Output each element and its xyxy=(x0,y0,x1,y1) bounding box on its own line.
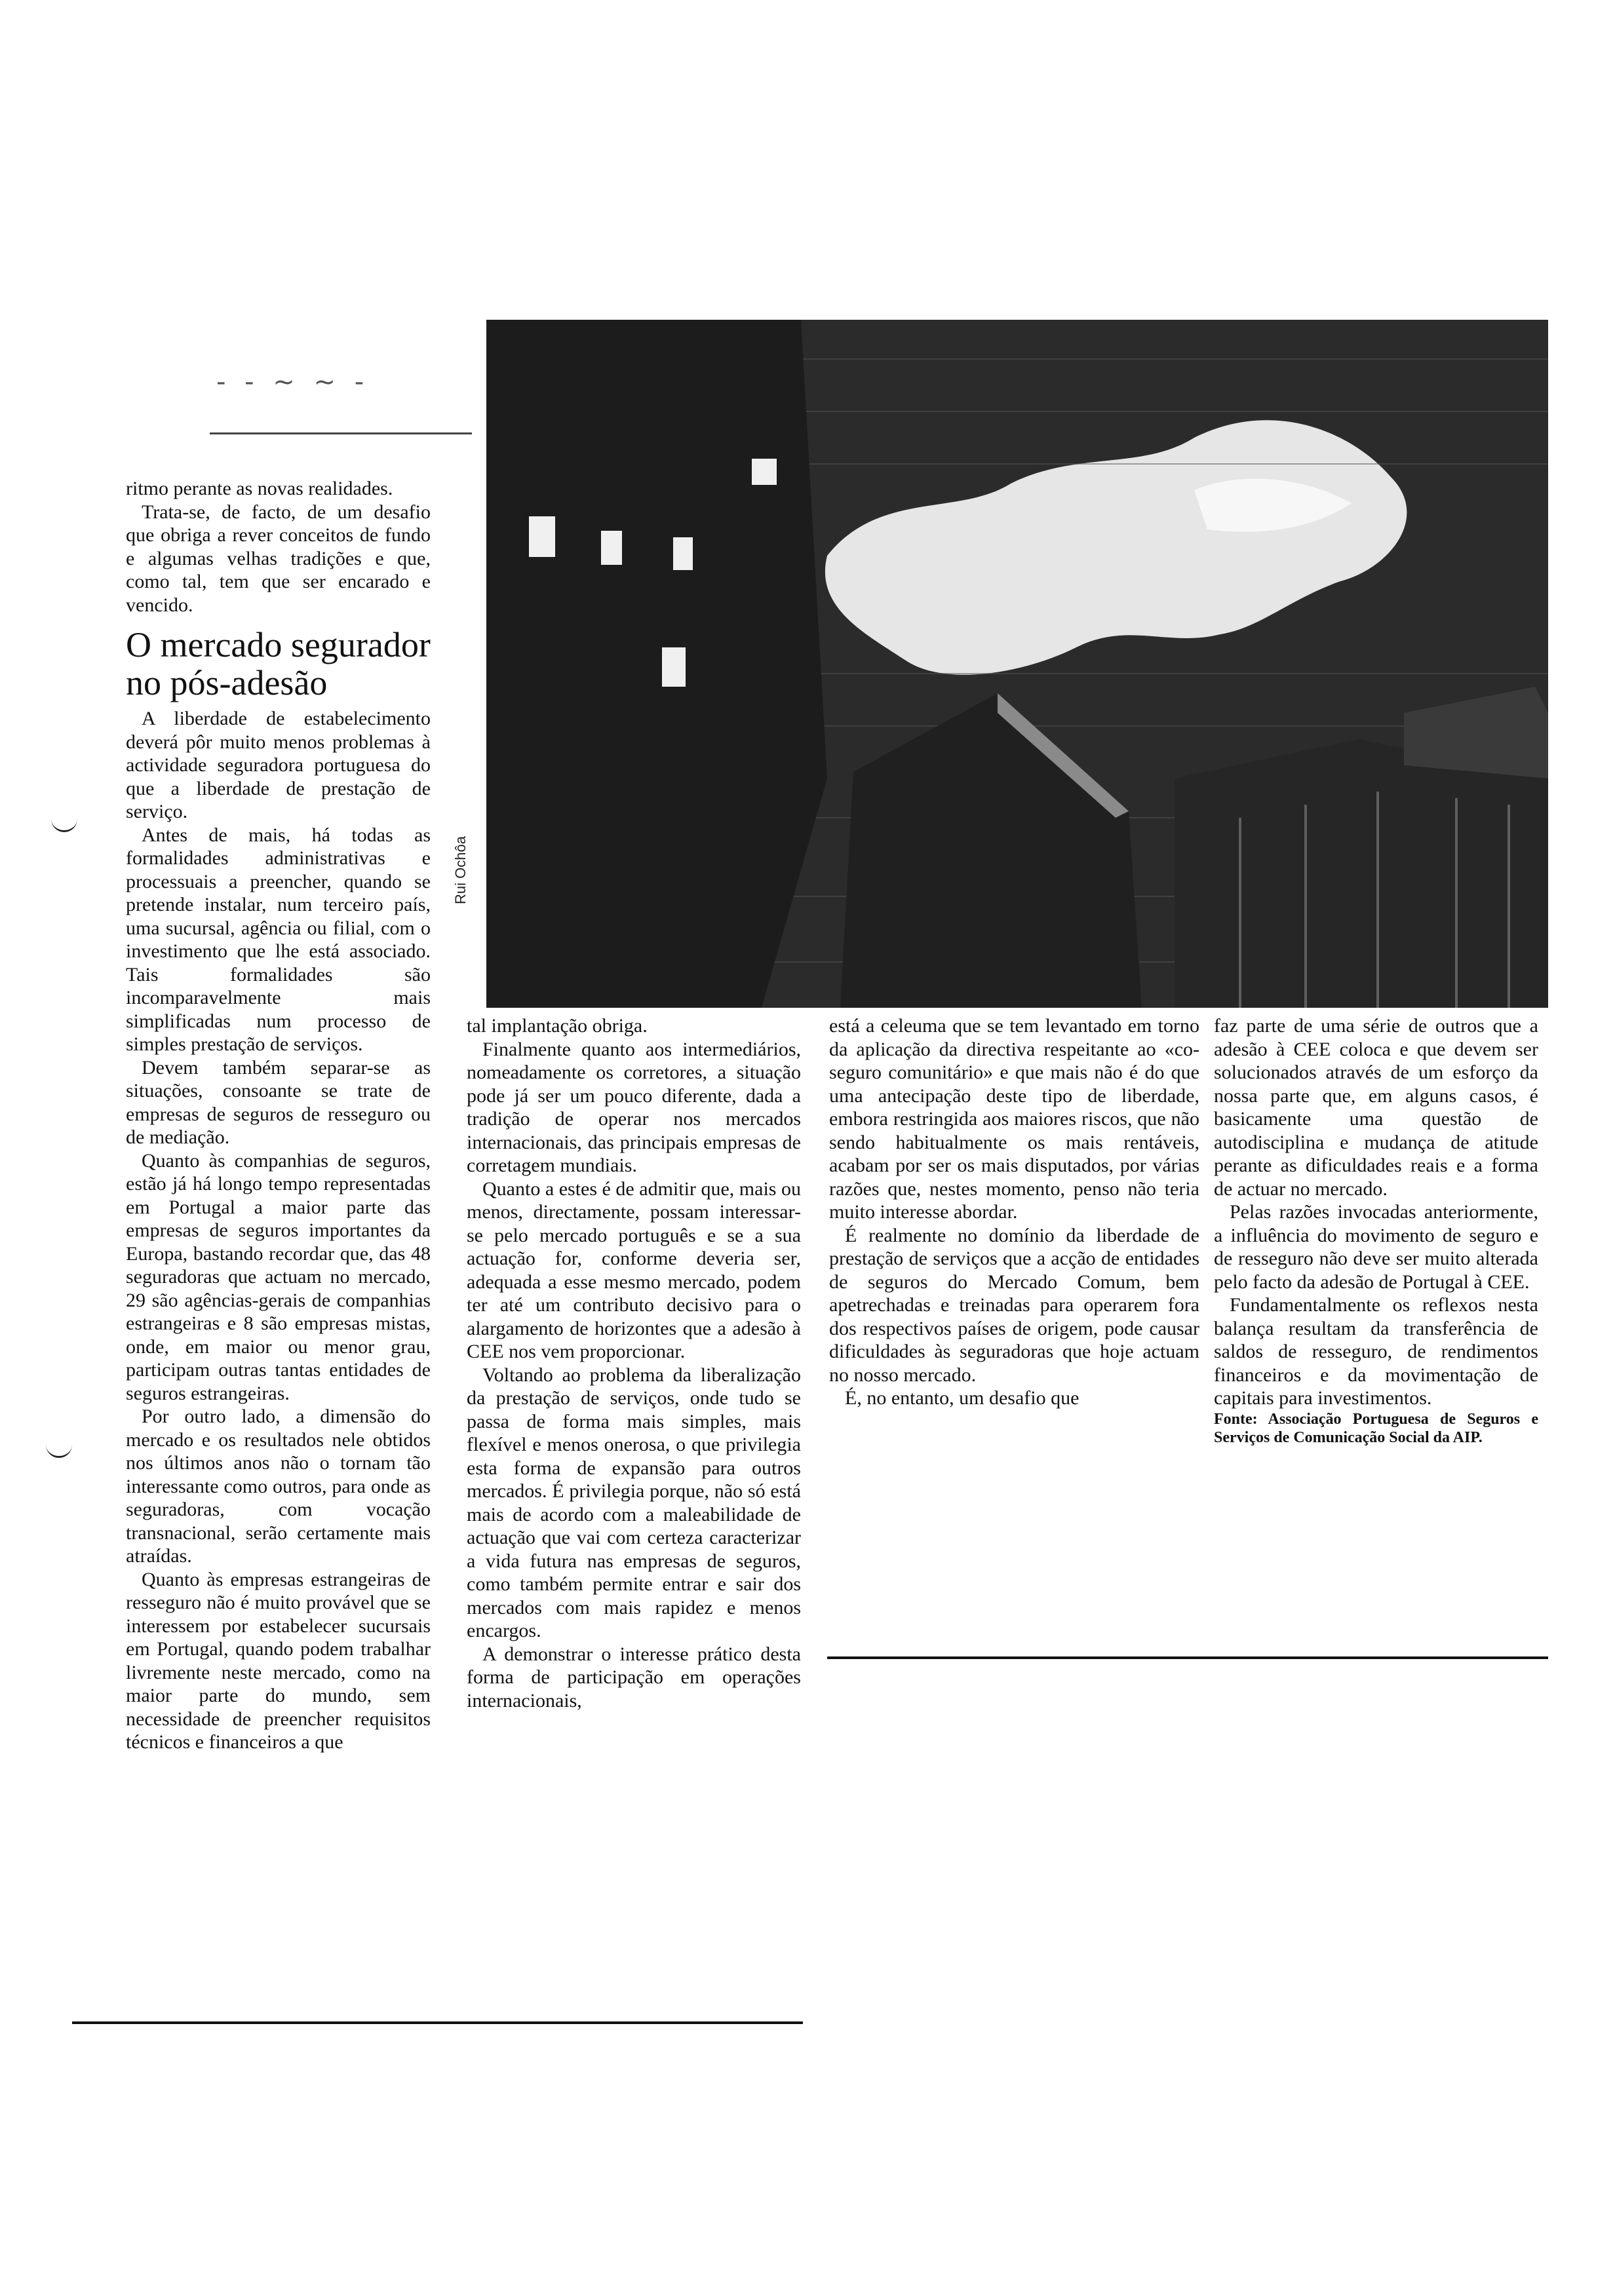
paragraph: Devem também separar-se as situações, consoante se trate de empresas de seguros de resseguro ou de mediação. xyxy=(126,1056,431,1148)
margin-mark xyxy=(46,1442,72,1458)
scan-artifact: - - ~ ~ - xyxy=(216,367,370,397)
paragraph: Quanto às empresas estrangeiras de resseguro não é muito provável que se interessem por estabelecer sucursais em Portugal, quando podem trabalhar livremente neste mercado, como na maior parte do mundo, sem necessidade de preencher requisitos técnicos e financeiros a que xyxy=(126,1568,431,1753)
article-column-4 xyxy=(1214,1014,1538,1447)
paragraph: tal implantação obriga. xyxy=(467,1015,648,1037)
article-photo xyxy=(486,320,1548,1008)
paragraph: É, no entanto, um desafio que xyxy=(845,1387,1080,1409)
paragraph: Quanto às companhias de seguros, estão já há longo tempo representadas em Portugal a maior parte das empresas de seguros importantes da Europa, bastando recordar que, das 48 seguradoras que actuam no mercado, 29 são agências-gerais de companhias estrangeiras e 8 são empresas mistas, onde, em maior ou menor grau, participam outras tantas entidades de seguros estrangeiras. xyxy=(126,1149,431,1404)
article-column-2 xyxy=(467,1014,801,1712)
photo-illustration xyxy=(486,320,1548,1008)
photo-credit: Rui Ochôa xyxy=(452,836,469,904)
top-rule xyxy=(210,432,472,434)
paragraph: Trata-se, de facto, de um desafio que obriga a rever conceitos de fundo e algumas velhas tradições e que, como tal, tem que ser encarado e vencido. xyxy=(126,501,431,616)
paragraph: faz parte de uma série de outros que a adesão à CEE coloca e que devem ser solucionados através de um esforço da nossa parte que, em alguns casos, é basicamente uma questão de autodisciplina e mudança de atitude perante as dificuldades reais e a forma de actuar no mercado. xyxy=(1214,1015,1538,1200)
paragraph: Antes de mais, há todas as formalidades administrativas e processuais a preencher, quando se pretende instalar, num terceiro país, uma sucursal, agência ou filial, com o investimento que lhe está associado. Tais formalidades são incomparavelmente mais simplificadas num processo de simples prestação de serviços. xyxy=(126,824,431,1055)
paragraph: Quanto a estes é de admitir que, mais ou menos, directamente, possam interessar-se pelo mercado português e se a sua actuação for, conforme deveria ser, adequada a esse mesmo mercado, podem ter até um contributo decisivo para o alargamento de horizontes que a adesão à CEE nos vem proporcionar. xyxy=(467,1177,801,1362)
margin-mark xyxy=(51,816,77,832)
paragraph: A liberdade de estabelecimento deverá pôr muito menos problemas à actividade seguradora portuguesa do que a liberdade de prestação de serviço. xyxy=(126,708,431,822)
paragraph: Finalmente quanto aos intermediários, nomeadamente os corretores, a situação pode já ser um pouco diferente, dada a tradição de operar nos mercados internacionais, das principais empresas de corretagem mundiais. xyxy=(467,1038,801,1176)
article-column-3 xyxy=(829,1014,1199,1410)
paragraph: Fundamentalmente os reflexos nesta balança resultam da transferência de saldos de resseguro, de rendimentos financeiros e da movimentação de capitais para investimentos. xyxy=(1214,1294,1538,1409)
section-subheading: O mercado segurador no pós-adesão xyxy=(126,625,431,702)
paragraph: está a celeuma que se tem levantado em torno da aplicação da directiva respeitante ao «co-seguro comunitário» e que mais não é do que uma antecipação deste tipo de liberdade, embora restringida aos maiores riscos, que não sendo habitualmente os mais rentáveis, acabam por ser os mais disputados, por várias razões que, nestes momento, penso não teria muito interesse abordar. xyxy=(829,1015,1199,1223)
article-column-1 xyxy=(126,477,431,1754)
paragraph: Pelas razões invocadas anteriormente, a influência do movimento de seguro e de resseguro não deve ser muito alterada pelo facto da adesão de Portugal à CEE. xyxy=(1214,1201,1538,1293)
paragraph: ritmo perante as novas realidades. xyxy=(126,478,393,499)
paragraph: A demonstrar o interesse prático desta forma de participação em operações internacionais, xyxy=(467,1643,801,1712)
paragraph: É realmente no domínio da liberdade de prestação de serviços que a acção de entidades de seguros do Mercado Comum, bem apetrechadas e treinadas para operarem fora dos respectivos países de origem, pode causar dificuldades às seguradoras que hoje actuam no nosso mercado. xyxy=(829,1224,1199,1386)
paragraph: Por outro lado, a dimensão do mercado e os resultados nele obtidos nos últimos anos não o tornam tão interessante como outros, para onde as seguradoras, com vocação transnacional, serão certamente mais atraídas. xyxy=(126,1406,431,1567)
source-note: Fonte: Associação Portuguesa de Seguros e Serviços de Comunicação Social da AIP. xyxy=(1214,1410,1538,1446)
column-end-rule xyxy=(827,1656,1548,1659)
column-end-rule xyxy=(72,2021,803,2024)
paragraph: Voltando ao problema da liberalização da prestação de serviços, onde tudo se passa de forma mais simples, mais flexível e menos onerosa, o que privilegia esta forma de expansão para outros mercados. É privilegia porque, não só está mais de acordo com a maleabilidade de actuação que vai com certeza caracterizar a vida futura nas empresas de seguros, como também permite entrar e sair dos mercados com mais rapidez e menos encargos. xyxy=(467,1364,801,1641)
